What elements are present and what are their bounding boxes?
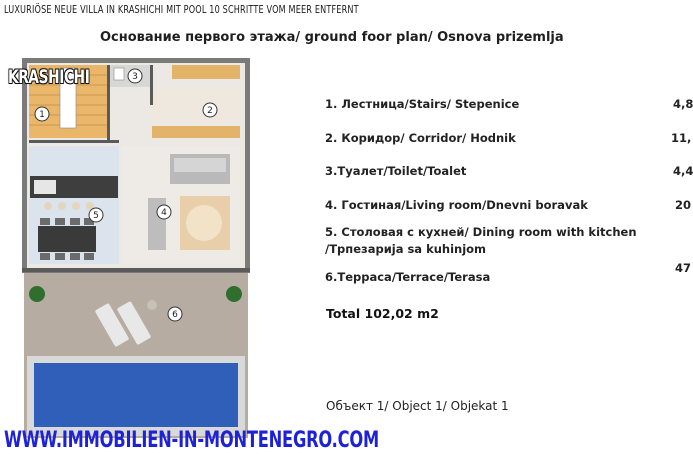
listing-banner: LUXURIÖSE NEUE VILLA IN KRASHICHI MIT POOL 10 SCHRITTE VOM MEER ENTFERNT <box>4 3 359 16</box>
marker-5: 5 <box>93 211 99 221</box>
website-link[interactable]: WWW.IMMOBILIEN-IN-MONTENEGRO.COM <box>4 428 379 453</box>
marker-3: 3 <box>132 72 138 82</box>
marker-4: 4 <box>161 208 167 218</box>
marker-2: 2 <box>207 106 213 116</box>
room-label-terrace: 6.Терраса/Terrace/Terasa <box>325 270 491 284</box>
room-label-stairs: 1. Лестница/Stairs/ Stepenice <box>325 97 520 111</box>
room-area-dining: 47 <box>675 261 692 275</box>
room-label-toilet: 3.Туалет/Toilet/Toalet <box>325 164 467 178</box>
room-area-toilet: 4,4 <box>673 164 693 178</box>
plan-title: Основание первого этажа/ ground foor plan/ Osnova prizemlja <box>100 30 564 45</box>
room-label-dining: 5. Столовая с кухней/ Dining room with kitchen <box>325 225 637 239</box>
total-area: Total 102,02 m2 <box>326 306 439 321</box>
marker-1: 1 <box>39 110 45 120</box>
room-area-living: 20 <box>675 198 692 212</box>
floor-plan-image <box>22 58 250 440</box>
room-area-corridor: 11, <box>671 131 692 145</box>
room-label-corridor: 2. Коридор/ Corridor/ Hodnik <box>325 131 516 145</box>
room-label-dining-line2: /Трпезарија sa kuhinjom <box>325 242 487 256</box>
room-label-living: 4. Гостиная/Living room/Dnevni boravak <box>325 198 588 212</box>
location-watermark: KRASHICHI <box>8 66 90 88</box>
object-label: Объект 1/ Object 1/ Objekat 1 <box>326 399 509 413</box>
marker-6: 6 <box>172 310 178 320</box>
room-area-stairs: 4,8 <box>673 97 693 111</box>
